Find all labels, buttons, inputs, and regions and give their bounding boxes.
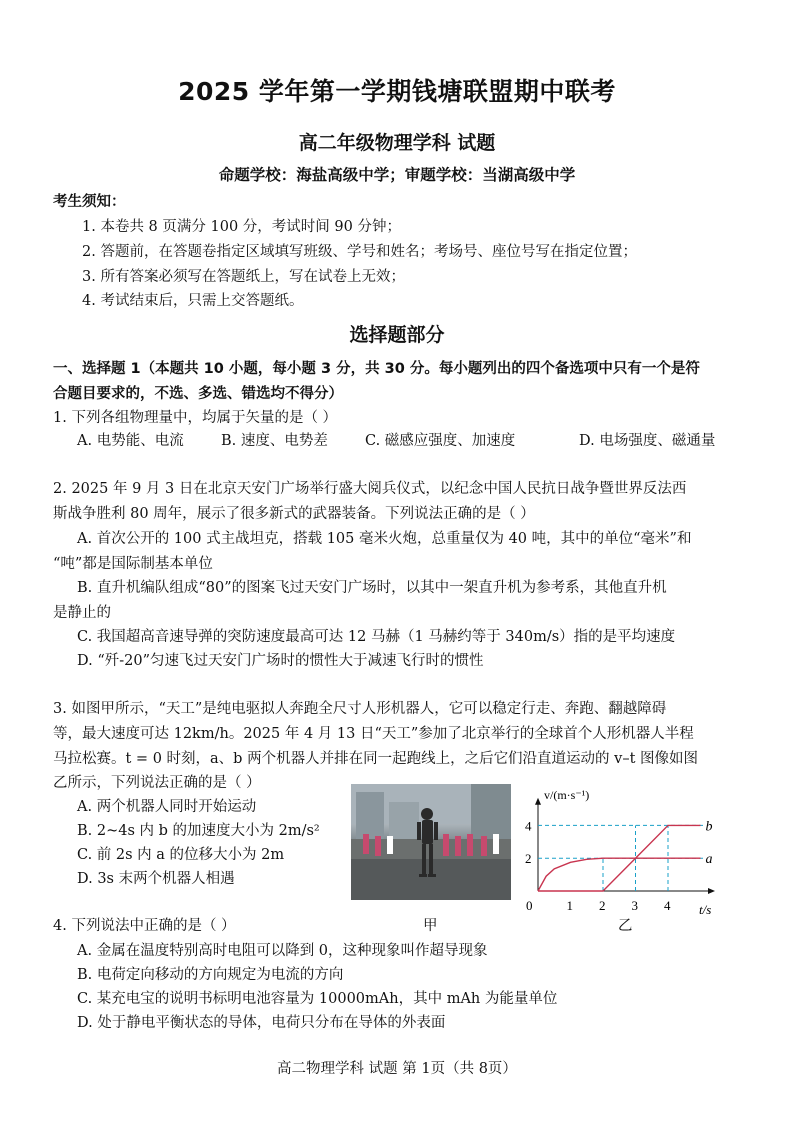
exam-subtitle: 高二年级物理学科 试题 [298,132,496,154]
series-b-label: b [705,819,713,835]
question-1-stem: 1. 下列各组物理量中，均属于矢量的是（ ） [53,410,338,426]
notice-item: 1. 本卷共 8 页满分 100 分，考试时间 90 分钟； [82,219,401,235]
robot-photo-illustration [351,784,511,900]
q1-option-b: B. 速度、电势差 [221,433,328,449]
q4-option-b: B. 电荷定向移动的方向规定为电流的方向 [77,967,344,983]
notice-heading: 考生须知： [53,194,126,210]
graph-axes [535,798,715,894]
x-tick-label: 1 [566,898,573,913]
q4-option-a: A. 金属在温度特别高时电阻可以降到 0，这种现象叫作超导现象 [77,943,488,959]
series-a-label: a [705,852,713,868]
part-one-line: 一、选择题 1（本题共 10 小题，每小题 3 分，共 30 分。每小题列出的四个备选项中只有一个是符 [53,361,700,377]
q3-option-b: B. 2~4s 内 b 的加速度大小为 2m/s² [77,823,320,839]
y-tick-label: 2 [525,851,532,867]
y-axis-arrow [535,798,541,805]
figure-caption-jia: 甲 [423,918,438,934]
q4-option-c: C. 某充电宝的说明书标明电池容量为 10000mAh，其中 mAh 为能量单位 [77,991,558,1007]
vt-graph [520,784,740,914]
page-footer: 高二物理学科 试题 第 1页（共 8页） [277,1061,517,1077]
q2-option-a: A. 首次公开的 100 式主战坦克，搭载 105 毫米火炮，总重量仅为 40 吨，其中的单位“毫米”和 [77,531,692,547]
q2-option-b: B. 直升机编队组成“80”的图案飞过天安门广场时，以其中一架直升机为参考系，其他直升机 [77,580,667,596]
figure-caption-yi: 乙 [618,918,633,934]
q2-option-c: C. 我国超高音速导弹的突防速度最高可达 12 马赫（1 马赫约等于 340m/s）指的是平均速度 [77,629,676,645]
question-2-stem-cont: 斯战争胜利 80 周年，展示了很多新式的武器装备。下列说法正确的是（ ） [53,506,535,522]
question-2-stem: 2. 2025 年 9 月 3 日在北京天安门广场举行盛大阅兵仪式，以纪念中国人民抗日战争暨世界反法西 [53,481,687,497]
q4-option-d: D. 处于静电平衡状态的导体，电荷只分布在导体的外表面 [77,1015,446,1031]
x-tick-label: 0 [526,898,533,913]
question-3-stem-cont: 马拉松赛。t = 0 时刻，a、b 两个机器人并排在同一起跑线上，之后它们沿直道运动的 v–t 图像如图 [53,751,699,767]
q3-option-d: D. 3s 末两个机器人相遇 [77,871,235,887]
notice-item: 4. 考试结束后，只需上交答题纸。 [82,293,304,309]
question-3-stem-cont: 等，最大速度可达 12km/h。2025 年 4 月 13 日“天工”参加了北京举行的全球首个人形机器人半程 [53,726,694,742]
part-one-heading [53,357,753,407]
q2-option-d: D. “歼-20”匀速飞过天安门广场时的惯性大于减速飞行时的惯性 [77,653,484,669]
q1-option-c: C. 磁感应强度、加速度 [365,433,516,449]
part-one-line: 合题目要求的，不选、多选、错选均不得分） [53,386,343,402]
q3-option-a: A. 两个机器人同时开始运动 [77,799,257,815]
y-tick-label: 4 [525,818,532,834]
question-3-stem: 3. 如图甲所示，“天工”是纯电驱拟人奔跑全尺寸人形机器人，它可以稳定行走、奔跑、翻越障碍 [53,701,667,717]
x-axis-label: t/s [699,902,712,914]
x-tick-label: 4 [664,898,671,913]
q1-option-d: D. 电场强度、磁通量 [579,433,716,449]
x-tick-label: 2 [599,898,606,913]
x-tick-label: 3 [631,898,638,913]
y-axis-label: v/(m·s⁻¹) [544,788,590,802]
q3-option-c: C. 前 2s 内 a 的位移大小为 2m [77,847,285,863]
q2-option-a-cont: “吨”都是国际制基本单位 [53,556,213,572]
q2-option-b-cont: 是静止的 [53,605,111,621]
question-4-stem: 4. 下列说法中正确的是（ ） [53,918,236,934]
exam-title: 2025 学年第一学期钱塘联盟期中联考 [178,77,616,106]
q1-option-a: A. 电势能、电流 [77,433,184,449]
notice-item: 3. 所有答案必须写在答题纸上，写在试卷上无效； [82,269,405,285]
section-title: 选择题部分 [349,324,445,346]
exam-schools: 命题学校：海盐高级中学；审题学校：当湖高级中学 [218,166,576,184]
notice-item: 2. 答题前，在答题卷指定区域填写班级、学号和姓名；考场号、座位号写在指定位置； [82,244,637,260]
x-axis-arrow [708,888,715,894]
robot-marathon-photo [351,784,511,900]
question-3-stem-cont: 乙所示，下列说法正确的是（ ） [53,775,261,791]
graph-labels [525,788,713,914]
